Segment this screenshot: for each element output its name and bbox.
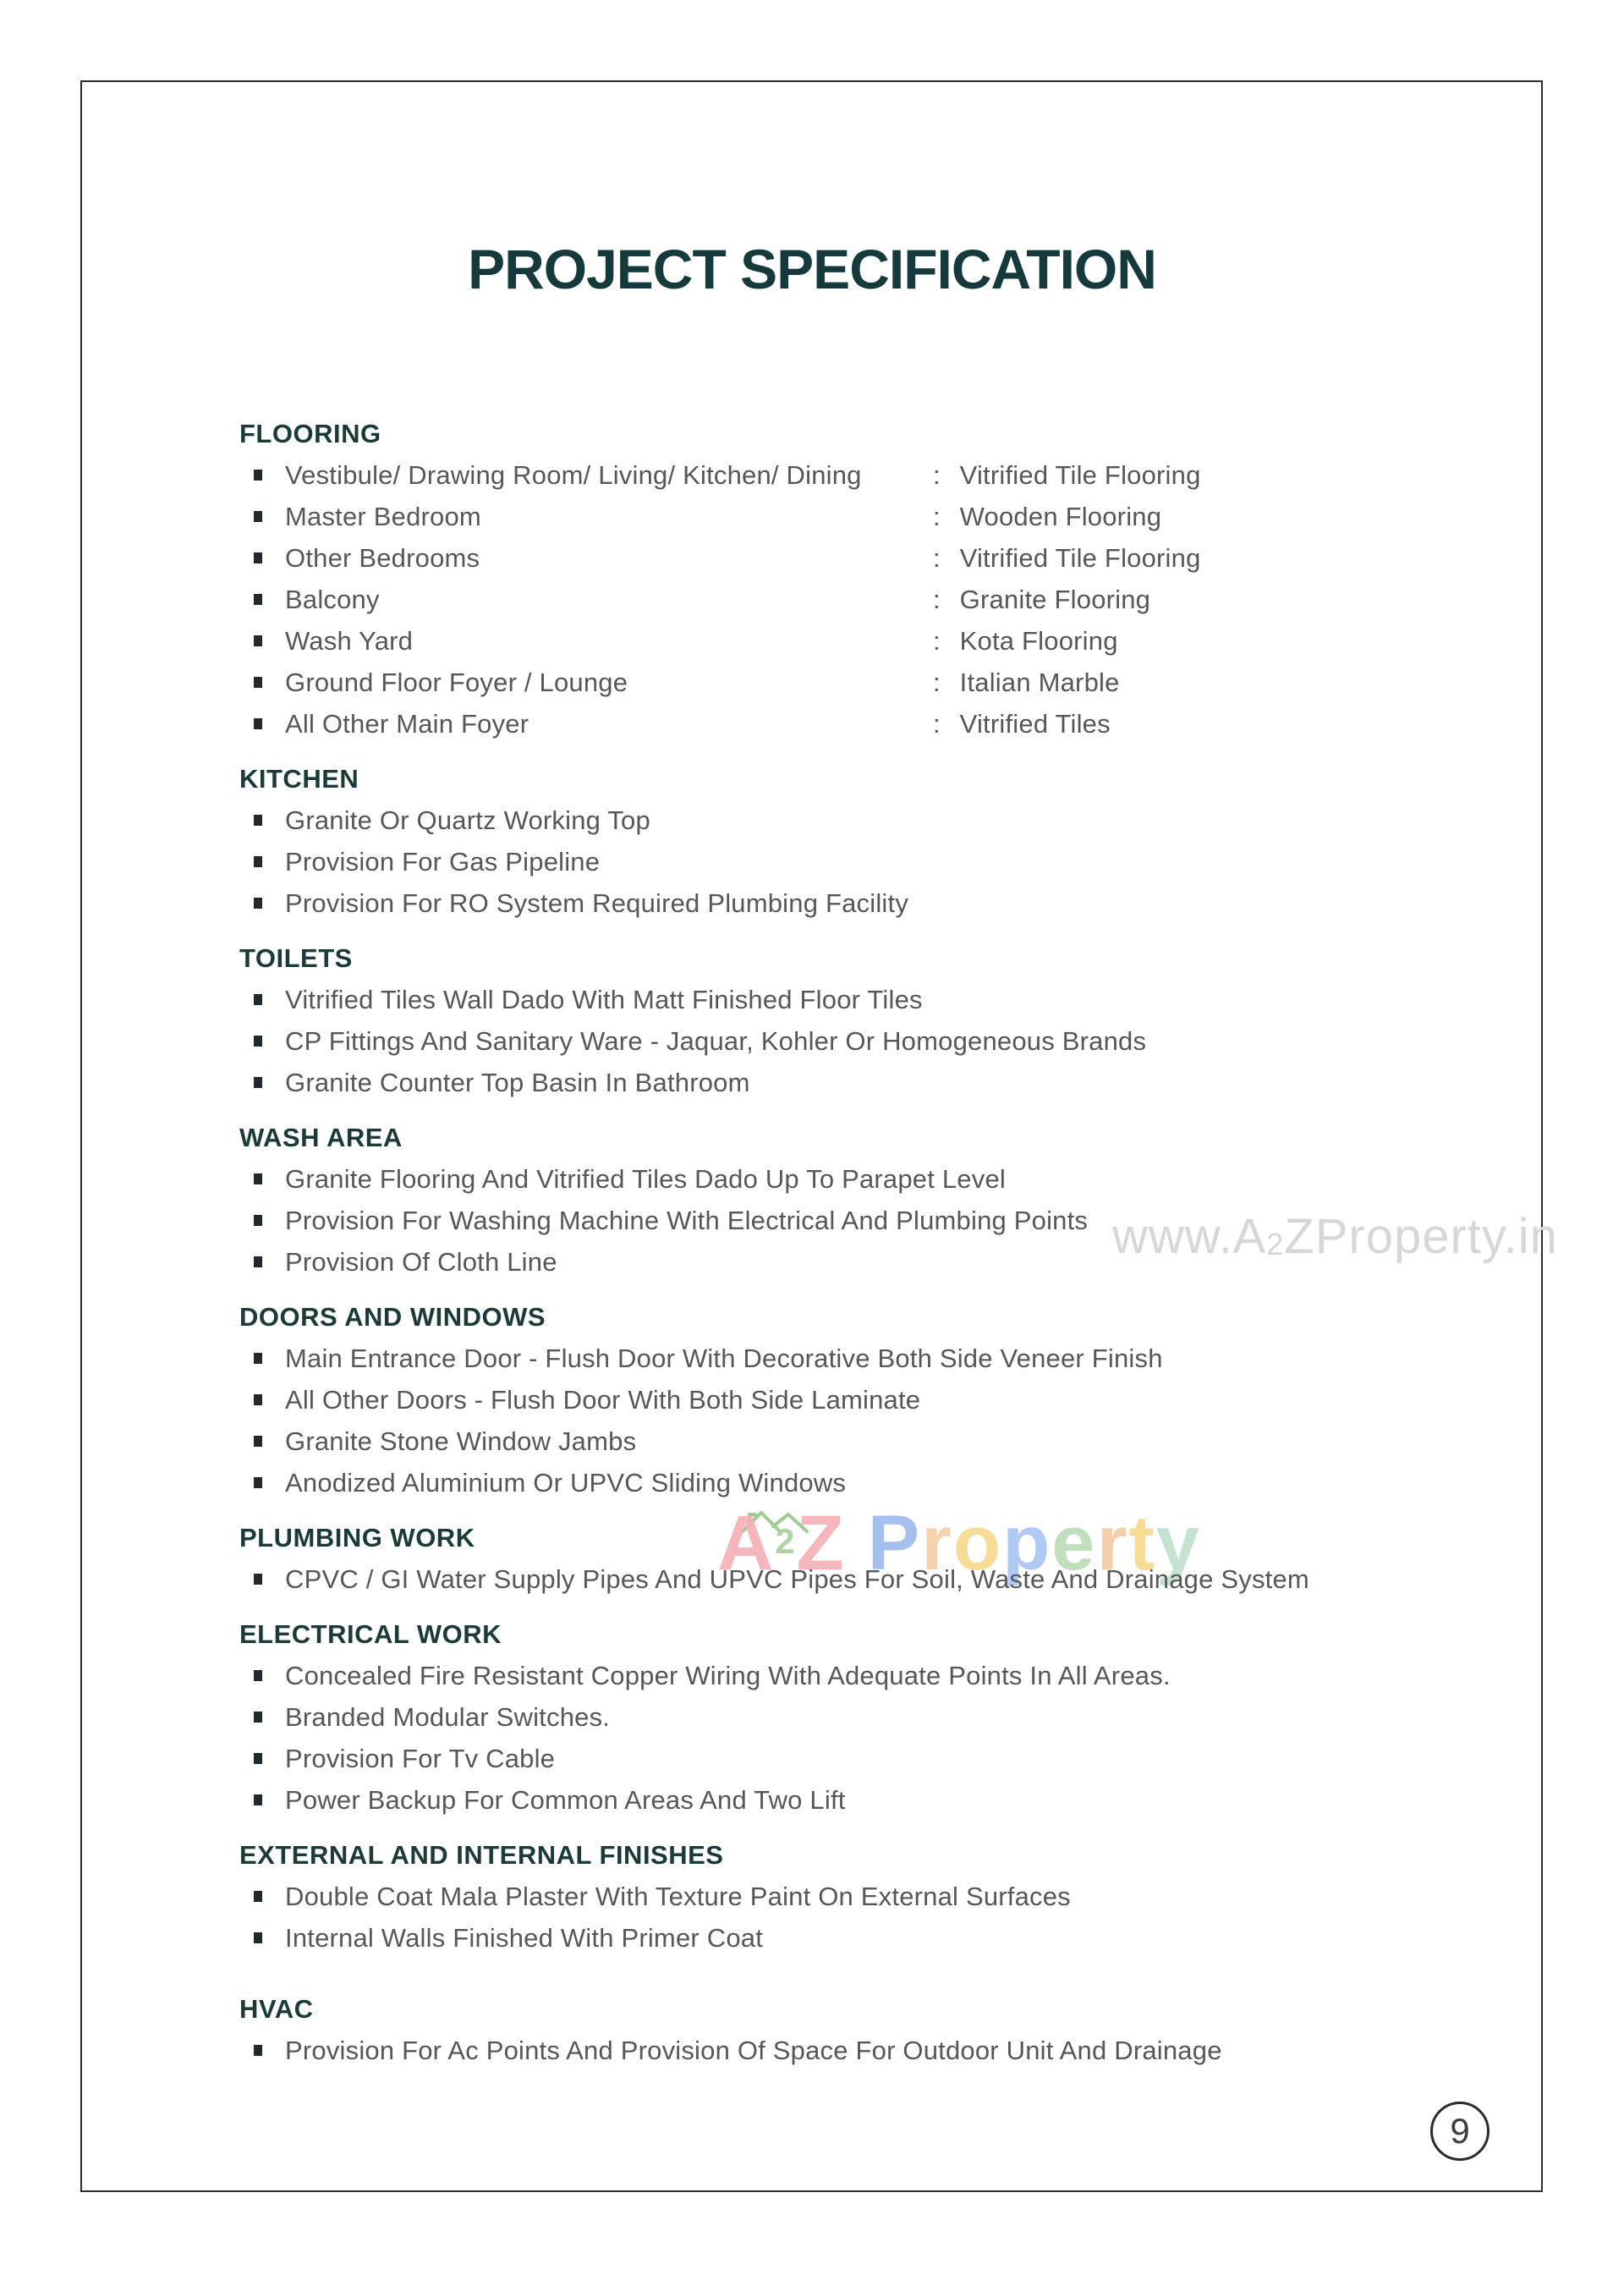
item-value: Kota Flooring bbox=[959, 626, 1118, 656]
item-label: Provision For RO System Required Plumbing Facility bbox=[285, 888, 909, 918]
bullet-icon bbox=[254, 898, 262, 909]
section-heading: FLOORING bbox=[239, 419, 381, 448]
item-value: Italian Marble bbox=[959, 668, 1120, 697]
item-label: Vestibule/ Drawing Room/ Living/ Kitchen/ Dining bbox=[285, 460, 862, 490]
logo-letter: y bbox=[1155, 1500, 1202, 1586]
list-item bbox=[239, 1020, 1474, 1062]
bullet-icon bbox=[254, 994, 262, 1005]
item-value: Vitrified Tile Flooring bbox=[959, 543, 1201, 573]
bullet-icon bbox=[254, 511, 262, 522]
logo-letter: e bbox=[1051, 1500, 1097, 1586]
logo-letter: A bbox=[717, 1500, 776, 1586]
page-title: PROJECT SPECIFICATION bbox=[468, 238, 1156, 300]
spec-section bbox=[239, 1117, 1474, 1283]
item-value: Wooden Flooring bbox=[959, 502, 1162, 531]
item-label: Internal Walls Finished With Primer Coat bbox=[285, 1923, 764, 1953]
item-value-wrap bbox=[933, 620, 1118, 662]
item-label: Provision For Tv Cable bbox=[285, 1744, 556, 1773]
item-separator: : bbox=[933, 460, 941, 490]
item-label: Main Entrance Door - Flush Door With Decorative Both Side Veneer Finish bbox=[285, 1344, 1163, 1373]
list-item bbox=[239, 1462, 1474, 1503]
item-label: All Other Main Foyer bbox=[285, 709, 529, 739]
list-item bbox=[239, 1779, 1474, 1821]
section-items bbox=[239, 800, 1474, 924]
spec-section bbox=[239, 758, 1474, 924]
spec-sections bbox=[239, 413, 1474, 2085]
section-items bbox=[239, 1338, 1474, 1503]
section-items bbox=[239, 2030, 1474, 2071]
item-label: All Other Doors - Flush Door With Both Side Laminate bbox=[285, 1385, 921, 1415]
item-label: Other Bedrooms bbox=[285, 543, 480, 573]
item-label: Ground Floor Foyer / Lounge bbox=[285, 668, 628, 697]
bullet-icon bbox=[254, 677, 262, 688]
bullet-icon bbox=[254, 1891, 262, 1902]
section-items bbox=[239, 979, 1474, 1103]
list-item bbox=[239, 1876, 1474, 1917]
logo-letter: r bbox=[921, 1500, 953, 1586]
page-number: 9 bbox=[1450, 2111, 1470, 2151]
logo-letter: 2 bbox=[775, 1522, 797, 1561]
bullet-icon bbox=[254, 1712, 262, 1723]
list-item bbox=[239, 979, 1474, 1020]
list-item bbox=[239, 1696, 1474, 1738]
bullet-icon bbox=[254, 1794, 262, 1805]
item-label: CP Fittings And Sanitary Ware - Jaquar, Kohler Or Homogeneous Brands bbox=[285, 1026, 1147, 1056]
section-heading: PLUMBING WORK bbox=[239, 1523, 475, 1552]
item-value: Vitrified Tiles bbox=[959, 709, 1111, 739]
spec-section bbox=[239, 1834, 1474, 1959]
item-label: Provision For Ac Points And Provision Of Space For Outdoor Unit And Drainage bbox=[285, 2036, 1222, 2065]
section-heading: EXTERNAL AND INTERNAL FINISHES bbox=[239, 1840, 724, 1870]
list-item bbox=[239, 882, 1474, 924]
bullet-icon bbox=[254, 856, 262, 867]
list-item bbox=[239, 1738, 1474, 1779]
logo-letter: P bbox=[867, 1500, 922, 1586]
item-label: Granite Or Quartz Working Top bbox=[285, 805, 650, 835]
section-heading: HVAC bbox=[239, 1994, 314, 2024]
logo-letter: t bbox=[1128, 1500, 1156, 1586]
spec-section bbox=[239, 1613, 1474, 1821]
item-separator: : bbox=[933, 502, 941, 531]
section-items bbox=[239, 1158, 1474, 1283]
section-heading: DOORS AND WINDOWS bbox=[239, 1302, 546, 1332]
list-item bbox=[239, 1062, 1474, 1103]
section-heading: ELECTRICAL WORK bbox=[239, 1619, 502, 1649]
item-value-wrap bbox=[933, 454, 1201, 496]
section-heading: KITCHEN bbox=[239, 764, 359, 794]
spec-section bbox=[239, 1517, 1474, 1600]
section-items bbox=[239, 1558, 1474, 1600]
list-item bbox=[239, 1558, 1474, 1600]
item-label: Wash Yard bbox=[285, 626, 414, 656]
bullet-icon bbox=[254, 594, 262, 605]
logo-letter: o bbox=[952, 1500, 1003, 1586]
list-item bbox=[239, 1200, 1474, 1241]
list-item bbox=[239, 1655, 1474, 1696]
list-item bbox=[239, 620, 1474, 662]
logo-letter: p bbox=[1002, 1500, 1052, 1586]
list-item bbox=[239, 1917, 1474, 1959]
item-value-wrap bbox=[933, 703, 1111, 745]
list-item bbox=[239, 2030, 1474, 2071]
item-separator: : bbox=[933, 543, 941, 573]
spec-section bbox=[239, 1988, 1474, 2071]
bullet-icon bbox=[254, 1574, 262, 1585]
item-value-wrap bbox=[933, 662, 1120, 703]
bullet-icon bbox=[254, 1173, 262, 1184]
item-value-wrap bbox=[933, 579, 1150, 620]
bullet-icon bbox=[254, 1394, 262, 1405]
spec-section bbox=[239, 1296, 1474, 1503]
section-heading: TOILETS bbox=[239, 943, 353, 973]
item-label: Granite Flooring And Vitrified Tiles Dado Up To Parapet Level bbox=[285, 1164, 1006, 1194]
list-item bbox=[239, 454, 1474, 496]
item-label: Concealed Fire Resistant Copper Wiring With Adequate Points In All Areas. bbox=[285, 1661, 1171, 1690]
section-items bbox=[239, 454, 1474, 745]
bullet-icon bbox=[254, 2045, 262, 2056]
bullet-icon bbox=[254, 635, 262, 646]
item-label: CPVC / GI Water Supply Pipes And UPVC Pipes For Soil, Waste And Drainage System bbox=[285, 1564, 1309, 1594]
list-item bbox=[239, 1241, 1474, 1283]
list-item bbox=[239, 1338, 1474, 1379]
list-item bbox=[239, 1421, 1474, 1462]
item-label: Balcony bbox=[285, 585, 380, 614]
bullet-icon bbox=[254, 470, 262, 481]
bullet-icon bbox=[254, 718, 262, 729]
bullet-icon bbox=[254, 1077, 262, 1088]
item-label: Double Coat Mala Plaster With Texture Paint On External Surfaces bbox=[285, 1882, 1071, 1911]
url-watermark-sub: 2 bbox=[1266, 1227, 1285, 1261]
list-item bbox=[239, 496, 1474, 537]
spec-section bbox=[239, 937, 1474, 1103]
logo-letter: r bbox=[1096, 1500, 1129, 1586]
list-item bbox=[239, 537, 1474, 579]
item-label: Master Bedroom bbox=[285, 502, 481, 531]
bullet-icon bbox=[254, 1215, 262, 1226]
bullet-icon bbox=[254, 1256, 262, 1267]
logo-letter: Z bbox=[796, 1500, 846, 1586]
spec-section bbox=[239, 413, 1474, 745]
list-item bbox=[239, 1379, 1474, 1421]
item-value-wrap bbox=[933, 537, 1201, 579]
list-item bbox=[239, 841, 1474, 882]
bullet-icon bbox=[254, 1670, 262, 1681]
item-label: Power Backup For Common Areas And Two Lift bbox=[285, 1785, 846, 1815]
item-separator: : bbox=[933, 668, 941, 697]
bullet-icon bbox=[254, 815, 262, 826]
url-watermark-prefix: www.A bbox=[1112, 1209, 1267, 1264]
bullet-icon bbox=[254, 552, 262, 563]
item-label: Vitrified Tiles Wall Dado With Matt Finished Floor Tiles bbox=[285, 985, 923, 1014]
section-items bbox=[239, 1655, 1474, 1821]
list-item bbox=[239, 800, 1474, 841]
item-label: Branded Modular Switches. bbox=[285, 1702, 611, 1732]
list-item bbox=[239, 1158, 1474, 1200]
url-watermark-suffix: ZProperty.in bbox=[1284, 1209, 1558, 1264]
bullet-icon bbox=[254, 1753, 262, 1764]
section-heading: WASH AREA bbox=[239, 1123, 403, 1152]
list-item bbox=[239, 703, 1474, 745]
item-label: Granite Counter Top Basin In Bathroom bbox=[285, 1068, 750, 1097]
item-label: Granite Stone Window Jambs bbox=[285, 1426, 637, 1456]
item-label: Anodized Aluminium Or UPVC Sliding Windows bbox=[285, 1468, 847, 1497]
item-label: Provision For Washing Machine With Electrical And Plumbing Points bbox=[285, 1206, 1089, 1235]
bullet-icon bbox=[254, 1036, 262, 1047]
page-number-badge bbox=[1430, 2102, 1490, 2161]
item-value: Granite Flooring bbox=[959, 585, 1151, 614]
list-item bbox=[239, 662, 1474, 703]
item-separator: : bbox=[933, 709, 941, 739]
item-value: Vitrified Tile Flooring bbox=[959, 460, 1201, 490]
item-label: Provision For Gas Pipeline bbox=[285, 847, 601, 876]
item-value-wrap bbox=[933, 496, 1161, 537]
bullet-icon bbox=[254, 1353, 262, 1364]
item-separator: : bbox=[933, 585, 941, 614]
section-items bbox=[239, 1876, 1474, 1959]
item-separator: : bbox=[933, 626, 941, 656]
bullet-icon bbox=[254, 1932, 262, 1943]
list-item bbox=[239, 579, 1474, 620]
bullet-icon bbox=[254, 1477, 262, 1488]
item-label: Provision Of Cloth Line bbox=[285, 1247, 557, 1277]
bullet-icon bbox=[254, 1436, 262, 1447]
